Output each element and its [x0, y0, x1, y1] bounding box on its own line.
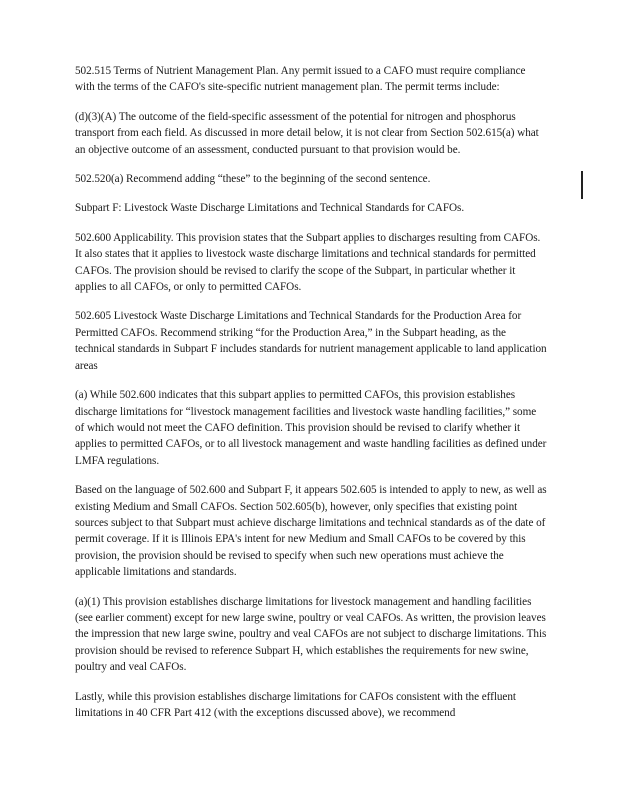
- paragraph-502-605: 502.605 Livestock Waste Discharge Limitations and Technical Standards for the Production Area for Permitted CAFOs. Recommend striking “for the Production Area,” in the Subpart heading, as the technical standards in Subpart F includes standards for nutrient management applicable to land application areas: [75, 310, 547, 372]
- paragraph-502-520a: 502.520(a) Recommend adding “these” to the beginning of the second sentence.: [75, 173, 431, 186]
- paragraph-based-on-language: Based on the language of 502.600 and Subpart F, it appears 502.605 is intended to apply to new, as well as existing Medium and Small CAFOs. Section 502.605(b), however, only specifies that existing point sources subject to that Subpart must achieve discharge limitations and technical standards as of the date of permit coverage. If it is Illinois EPA's intent for new Medium and Small CAFOs to be covered by this provision, the provision should be revised to specify when such new operations must achieve the applicable limitations and standards.: [75, 484, 547, 579]
- subpart-f-heading: Subpart F: Livestock Waste Discharge Limitations and Technical Standards for CAFOs.: [75, 202, 465, 215]
- paragraph-a1: (a)(1) This provision establishes discharge limitations for livestock management and handling facilities (see earlier comment) except for new large swine, poultry or veal CAFOs. As written, the provision leaves the impression that new large swine, poultry and veal CAFOs are not subject to discharge limitations. This provision should be revised to reference Subpart H, which establishes the requirements for new swine, poultry and veal CAFOs.: [75, 595, 547, 674]
- paragraph-502-605a: (a) While 502.600 indicates that this subpart applies to permitted CAFOs, this provision establishes discharge limitations for “livestock management facilities and livestock waste handling facilities,” some of which would not meet the CAFO definition. This provision should be revised to clarify whether it applies to permitted CAFOs, or to all livestock management and waste handling facilities as defined under LMFA regulations.: [75, 389, 547, 467]
- document-page: [75, 63, 547, 734]
- paragraph-lastly: Lastly, while this provision establishes discharge limitations for CAFOs consistent with the effluent limitations in 40 CFR Part 412 (with the exceptions discussed above), we recommend: [75, 690, 516, 719]
- change-bar: [581, 171, 583, 199]
- paragraph-502-515: 502.515 Terms of Nutrient Management Plan. Any permit issued to a CAFO must require compliance with the terms of the CAFO's site-specific nutrient management plan. The permit terms include:: [75, 65, 526, 94]
- paragraph-d3a: (d)(3)(A) The outcome of the field-specific assessment of the potential for nitrogen and phosphorus transport from each field. As discussed in more detail below, it is not clear from Section 502.615(a) what an objective outcome of an assessment, conducted pursuant to that provision would be.: [75, 110, 539, 156]
- paragraph-502-600: 502.600 Applicability. This provision states that the Subpart applies to discharges resulting from CAFOs. It also states that it applies to livestock waste discharge limitations and technical standards for permitted CAFOs. The provision should be revised to clarify the scope of the Subpart, in particular whether it applies to all CAFOs, or only to permitted CAFOs.: [75, 231, 541, 294]
